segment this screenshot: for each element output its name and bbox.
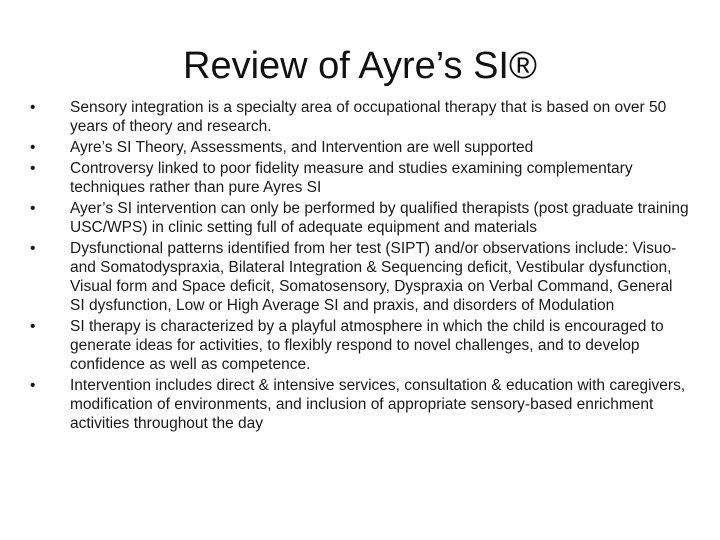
bullet-item (30, 199, 690, 237)
bullet-text: Controversy linked to poor fidelity measure and studies examining complementary techniques rather than pure Ayres SI (70, 160, 633, 196)
bullet-text: SI therapy is characterized by a playful atmosphere in which the child is encouraged to generate ideas for activities, to flexibly respond to novel challenges, and to develop confidence as well as competence. (70, 318, 664, 373)
bullet-icon: • (30, 240, 36, 257)
bullet-text: Ayre’s SI Theory, Assessments, and Intervention are well supported (70, 139, 534, 156)
bullet-icon: • (30, 377, 36, 394)
bullet-item (30, 159, 690, 197)
bullet-icon: • (30, 99, 36, 116)
bullet-item (30, 317, 690, 374)
bullet-icon: • (30, 318, 36, 335)
bullet-text: Ayer’s SI intervention can only be performed by qualified therapists (post graduate training USC/WPS) in clinic setting full of adequate equipment and materials (70, 200, 689, 236)
bullet-text: Intervention includes direct & intensive services, consultation & education with caregivers, modification of environments, and inclusion of appropriate sensory-based enrichment activities throughout the day (70, 377, 686, 432)
slide-title: Review of Ayre’s SI® (183, 45, 537, 87)
bullet-text: Dysfunctional patterns identified from her test (SIPT) and/or observations include: Visuo- and Somatodyspraxia, Bilateral Integration & Sequencing deficit, Vestibular dysfunction, Visual form and Space deficit, Somatosensory, Dyspraxia on Verbal Command, General SI dysfunction, Low or High Average SI and praxis, and disorders of Modulation (70, 240, 677, 314)
bullet-item (30, 138, 690, 157)
bullet-icon: • (30, 160, 36, 177)
bullet-item (30, 376, 690, 433)
bullet-icon: • (30, 200, 36, 217)
bullet-list (30, 98, 690, 435)
bullet-item (30, 98, 690, 136)
bullet-item (30, 239, 690, 315)
bullet-text: Sensory integration is a specialty area of occupational therapy that is based on over 50 years of theory and research. (70, 99, 667, 135)
bullet-icon: • (30, 139, 36, 156)
